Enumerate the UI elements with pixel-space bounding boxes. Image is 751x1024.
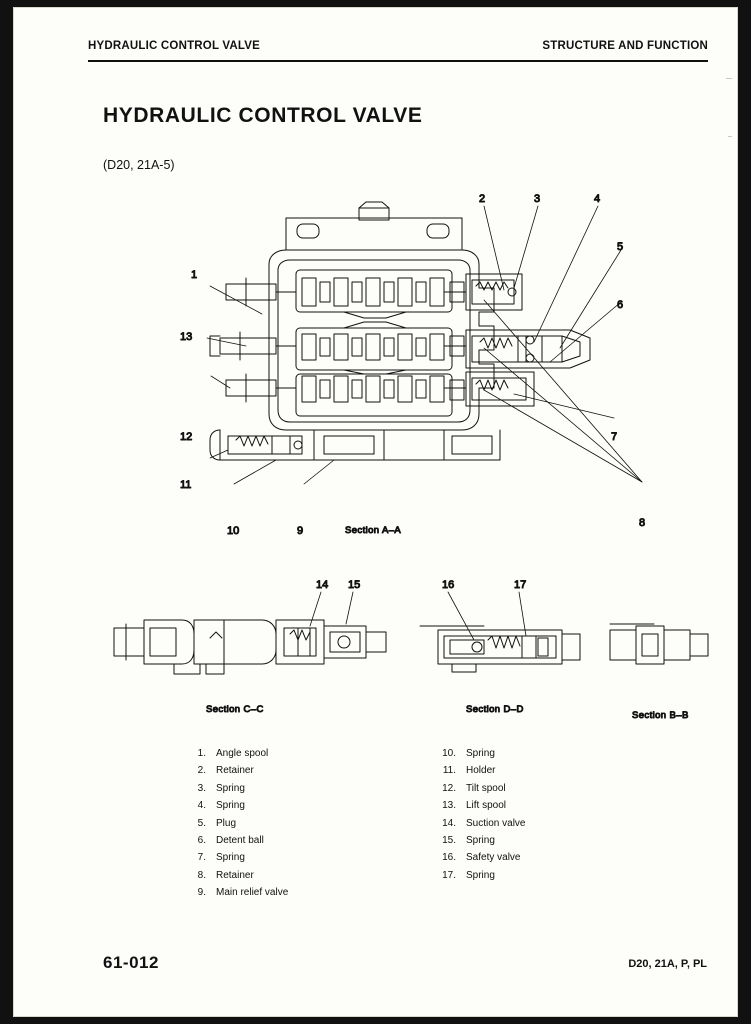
callout-11: 11 [180,479,192,491]
model-subtitle: (D20, 21A-5) [103,158,175,172]
part-number: 10. [442,748,456,759]
part-number: 3. [197,782,206,794]
part-number: 14. [442,817,456,829]
part-number: 17. [442,869,456,881]
part-number: 8. [197,869,206,881]
part-label: Spring [216,782,245,794]
list-item [434,818,624,829]
part-number: 11. [442,765,456,777]
list-item [184,783,374,794]
part-label: Spring [466,834,495,846]
part-label: Main relief valve [216,887,289,899]
callout-9: 9 [297,525,304,537]
page-header [88,40,708,52]
callout-10: 10 [227,525,240,537]
header-rule [88,60,708,62]
part-number: 4. [197,800,206,812]
list-item [434,870,624,881]
section-caption-dd: Section D–D [466,704,524,715]
footer-model: D20, 21A, P, PL [628,958,707,970]
part-label: Detent ball [216,834,264,846]
list-item [434,835,624,846]
part-label: Safety valve [466,852,521,864]
callout-5: 5 [617,241,624,253]
callout-2: 2 [479,193,486,205]
list-item [434,783,624,794]
callout-7: 7 [611,431,618,443]
callout-17: 17 [514,579,527,591]
parts-legend-column-left [184,748,374,905]
part-label: Retainer [216,869,254,881]
part-label: Angle spool [216,748,269,759]
list-item [434,765,624,776]
callout-14: 14 [316,579,329,591]
callout-6: 6 [617,299,624,311]
part-number: 1. [197,748,206,759]
page-number: 61-012 [103,953,159,972]
list-item [184,852,374,863]
list-item [184,835,374,846]
list-item [434,852,624,863]
list-item [184,765,374,776]
callout-4: 4 [594,193,601,205]
part-number: 5. [197,817,206,829]
part-label: Suction valve [466,817,526,829]
part-label: Holder [466,765,496,777]
list-item [184,818,374,829]
callout-1: 1 [191,269,198,281]
figure-hydraulic-control-valve [14,178,737,738]
list-item [184,800,374,811]
part-label: Spring [216,852,245,864]
callout-12: 12 [180,431,193,443]
part-label: Retainer [216,765,254,777]
part-number: 6. [197,834,206,846]
list-item [184,870,374,881]
part-number: 12. [442,782,456,794]
header-left-title: HYDRAULIC CONTROL VALVE [88,40,260,52]
list-item [434,748,624,759]
list-item [434,800,624,811]
part-number: 13. [442,800,456,812]
part-number: 16. [442,852,456,864]
document-page [14,8,737,1016]
section-caption-aa: Section A–A [345,525,402,536]
scan-edge-mark-top [726,78,732,79]
part-label: Spring [216,800,245,812]
callout-16: 16 [442,579,455,591]
page-title: HYDRAULIC CONTROL VALVE [103,104,423,127]
callout-3: 3 [534,193,541,205]
parts-legend-column-right [434,748,624,905]
callout-13: 13 [180,331,193,343]
part-label: Spring [466,869,495,881]
header-right-title: STRUCTURE AND FUNCTION [542,40,708,52]
part-number: 9. [197,887,206,899]
part-label: Lift spool [466,800,507,812]
callout-15: 15 [348,579,361,591]
section-caption-cc: Section C–C [206,704,264,715]
list-item [184,748,374,759]
scan-edge-mark-mid [728,136,732,137]
list-item [184,887,374,898]
part-label: Plug [216,817,237,829]
section-caption-bb: Section B–B [632,710,689,721]
part-label: Spring [466,748,495,759]
part-number: 2. [197,765,206,777]
part-label: Tilt spool [466,782,506,794]
part-number: 7. [197,852,206,864]
parts-legend [184,748,624,905]
part-number: 15. [442,834,456,846]
callout-8: 8 [639,517,646,529]
